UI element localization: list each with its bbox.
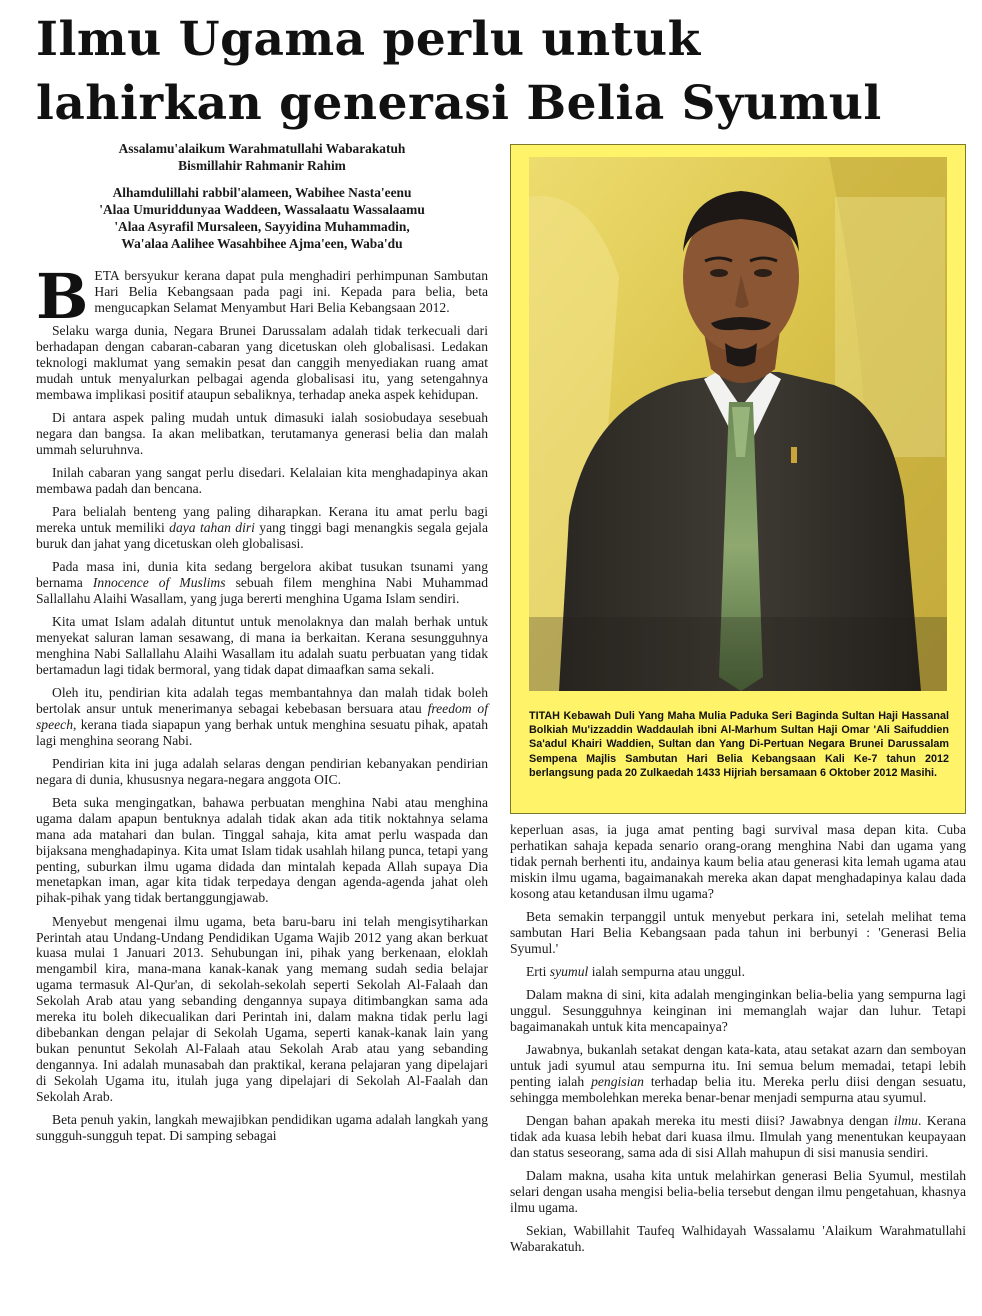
italic-phrase: pengisian bbox=[591, 1073, 644, 1089]
paragraph-text: sebuah filem menghina Nabi Muhammad Sallallahu Alaihi Wasallam, yang juga bererti menghina Ugama Islam sendiri. bbox=[36, 574, 489, 606]
body-paragraph: Selaku warga dunia, Negara Brunei Darussalam adalah tidak terkecuali dari berhadapan dengan cabaran-cabaran yang dicetuskan oleh globalisasi. Ledakan teknologi maklumat yang semakin pesat dan canggih menyediakan ruang amat mudah untuk menyalurkan pelbagai agenda globalisasi itu, yang setengahnya membawa implikasi positif ataupun sebaliknya, terhadap aneka aspek kehidupan. bbox=[36, 323, 488, 402]
body-paragraph: Menyebut mengenai ilmu ugama, beta baru-baru ini telah mengisytiharkan Perintah atau Undang-Undang Pendidikan Ugama Wajib 2012 yang akan berkuat kuasa mulai 1 Januari 2013. Sehubungan ini, pihak yang berkenaan, eloklah mengambil kira, mana-mana kanak-kanak yang memang sudah sedia belajar ugama termasuk Al-Qur'an, di sekolah-sekolah seperti Sekolah Al-Falaah dan Sekolah Arab atau yang sebanding dengannya supaya ditimbangkan sama ada mereka itu boleh dikecualikan dari Perintah ini, dalam makna tidak perlu lagi dibebankan dengan pelajar di Sekolah Ugama, seperti kanak-kanak lain yang bukan penuntut Sekolah Al-Falaah atau Sekolah Arab atau yang sebanding dengannya. Ini adalah munasabah dan praktikal, kerana pelajaran yang dipelajari di Sekolah Ugama itu, itulah juga yang dipelajari di Sekolah Al-Faalah dan Sekolah Arab. bbox=[36, 913, 488, 1104]
paragraph-text: ialah sempurna atau unggul. bbox=[588, 963, 745, 979]
body-paragraph: Inilah cabaran yang sangat perlu disedari. Kelalaian kita menghadapinya akan membawa padah dan bencana. bbox=[36, 464, 488, 496]
body-paragraph bbox=[510, 1113, 966, 1161]
photo-box bbox=[510, 144, 966, 814]
body-paragraph: Dalam makna di sini, kita adalah menginginkan belia-belia yang sempurna lagi unggul. Sesungguhnya keinginan ini memanglah wajar dan luhur. Tetapi bagaimanakah untuk kita mencapainya? bbox=[510, 987, 966, 1034]
opening-paragraph bbox=[36, 260, 488, 333]
paragraph-text: Erti bbox=[526, 963, 550, 979]
paragraph-text: Jawabnya, bukanlah setakat dengan kata-kata, atau setakat azarn dan semboyan untuk jadi syumul atau sempurna itu. Ini semua belum memadai, tetapi lebih penting ialah bbox=[510, 1042, 966, 1089]
greeting-line: Alhamdulillahi rabbil'alameen, Wabihee Nasta'eenu bbox=[112, 185, 412, 200]
body-paragraph bbox=[36, 685, 488, 749]
continuation-paragraph: keperluan asas, ia juga amat penting bagi survival masa depan kita. Cuba perhatikan sahaja kepada senario orang-orang menghina Nabi dan ugama yang tidak pernah berhenti itu, andainya kaum belia atau generasi kita lemah ugama atau miskin ilmu ugama, bagaimanakah mereka akan dapat menghadapinya kalau dada kosong atau ketandusan ilmu ugama? bbox=[510, 822, 966, 901]
greeting-line: Wa'alaa Aalihee Wasahbihee Ajma'een, Waba'du bbox=[121, 236, 403, 251]
headline-line: lahirkan generasi Belia Syumul bbox=[36, 76, 882, 131]
dropcap: B bbox=[36, 260, 89, 333]
italic-phrase: ilmu bbox=[893, 1112, 918, 1128]
body-paragraph: Kita umat Islam adalah dituntut untuk menolaknya dan malah berhak untuk menyekat saluran laman sesawang, di mana ia berkaitan. Kerana sesungguhnya menghina Nabi Sallallahu Alaihi Wasallam itu adalah suatu perbuatan yang tidak bertamadun lagi tidak bermoral, yang tidak dapat dimaafkan sama sekali. bbox=[36, 614, 488, 677]
body-paragraph: Beta suka mengingatkan, bahawa perbuatan menghina Nabi atau menghina ugama dalam apapun bentuknya adalah tidak akan ada titik noktahnya selama mana ada matahari dan bulan. Tinggal sahaja, kita amat perlu waspada dan bijaksana menghadapinya. Kita umat Islam tidak usahlah hilang punca, tetapi yang penting, suburkan ilmu ugama didada dan mintalah kepada Allah supaya Dia menetapkan iman, agar kita tidak terpedaya dengan agenda-agenda jahat oleh pihak-pihak yang tidak bertanggungjawab. bbox=[36, 794, 488, 906]
greeting-line: 'Alaa Asyrafil Mursaleen, Sayyidina Muhammadin, bbox=[114, 219, 410, 234]
right-text-column bbox=[510, 822, 966, 1262]
greeting-line: Bismillahir Rahmanir Rahim bbox=[178, 158, 346, 173]
body-paragraph: Beta penuh yakin, langkah mewajibkan pendidikan ugama adalah langkah yang sungguh-sungguh tepat. Di samping sebagai bbox=[36, 1111, 488, 1143]
greeting-line: Assalamu'alaikum Warahmatullahi Wabarakatuh bbox=[118, 141, 406, 156]
body-paragraph bbox=[36, 559, 488, 607]
body-paragraph bbox=[510, 1042, 966, 1106]
photo-illustration bbox=[529, 157, 947, 691]
paragraph-text: yang tinggi bagi menangkis segala gejala buruk dan jahat yang dicetuskan oleh globalisasi. bbox=[36, 519, 488, 551]
body-paragraph bbox=[510, 964, 966, 980]
paragraph-text: , kerana tiada siapapun yang berhak untuk menghina sesuatu pihak, apatah lagi menghina seorang Nabi. bbox=[36, 716, 488, 748]
photo-caption: TITAH Kebawah Duli Yang Maha Mulia Paduka Seri Baginda Sultan Haji Hassanal Bolkiah Mu'izzaddin Waddaulah ibni Al-Marhum Sultan Haji Omar 'Ali Saifuddien Sa'adul Khairi Waddien, Sultan dan Yang Di-Pertuan Negara Brunei Darussalam Sempena Majlis Sambutan Hari Belia Kebangsaan Kali Ke-7 tahun 2012 berlangsung pada 20 Zulkaedah 1433 Hijriah bersamaan 6 Oktober 2012 Masihi. bbox=[529, 710, 949, 779]
headline-line: Ilmu Ugama perlu untuk bbox=[36, 12, 701, 67]
body-paragraph: Di antara aspek paling mudah untuk dimasuki ialah sosiobudaya sesebuah negara dan bangsa. Ia akan melibatkan, terutamanya generasi belia dan malah ummah seluruhnva. bbox=[36, 409, 488, 457]
paragraph-text: terhadap belia itu. Mereka perlu diisi dengan sesuatu, sehingga membolehkan mereka benar-benar menjadi sempurna atau syumul. bbox=[510, 1073, 966, 1105]
italic-phrase: Innocence of Muslims bbox=[92, 574, 226, 590]
italic-phrase: freedom of speech bbox=[36, 700, 488, 732]
body-paragraph: Dalam makna, usaha kita untuk melahirkan generasi Belia Syumul, mestilah selari dengan usaha mengisi belia-belia tersebut dengan ilmu pengetahuan, khasnya ilmu ugama. bbox=[510, 1168, 966, 1215]
italic-phrase: daya tahan diri bbox=[169, 519, 255, 535]
sultan-photo bbox=[529, 157, 947, 691]
body-paragraph: Pendirian kita ini juga adalah selaras dengan pendirian kebanyakan pendirian negara di dunia, khususnya negara-negara anggota OIC. bbox=[36, 755, 488, 787]
paragraph-text: Para belialah benteng yang paling diharapkan. Kerana itu amat perlu bagi mereka untuk memiliki bbox=[36, 503, 488, 535]
paragraph-text: Oleh itu, pendirian kita adalah tegas membantahnya dan malah tidak boleh bertolak ansur untuk menerimanya sebagai kebebasan bersuara atau bbox=[36, 684, 488, 716]
italic-phrase: syumul bbox=[549, 963, 589, 979]
left-text-column bbox=[36, 260, 489, 1151]
body-paragraph: Sekian, Wabillahit Taufeq Walhidayah Wassalamu 'Alaikum Warahmatullahi Wabarakatuh. bbox=[510, 1223, 966, 1254]
headline bbox=[36, 8, 966, 136]
paragraph-text: Pada masa ini, dunia kita sedang bergelora akibat tusukan tsunami yang bernama bbox=[36, 558, 488, 590]
body-paragraph: Beta semakin terpanggil untuk menyebut perkara ini, setelah melihat tema sambutan Hari Belia Kebangsaan pada tahun ini berbunyi : 'Generasi Belia Syumul.' bbox=[510, 908, 966, 956]
paragraph-text: . Kerana tidak ada kuasa lebih hebat dari kuasa ilmu. Ilmulah yang menentukan keupayaan dan status seseorang, sama ada di sisi Allah mahupun di sisi manusia sendiri. bbox=[510, 1112, 966, 1160]
body-paragraph bbox=[36, 504, 488, 552]
paragraph-text: Dengan bahan apakah mereka itu mesti diisi? Jawabnya dengan bbox=[526, 1112, 894, 1128]
greeting-line: 'Alaa Umuriddunyaa Waddeen, Wassalaatu Wassalaamu bbox=[99, 202, 425, 217]
opening-text: ETA bersyukur kerana dapat pula menghadiri perhimpunan Sambutan Hari Belia Kebangsaan pada pagi ini. Kepada para belia, beta mengucapkan Selamat Menyambut Hari Belia Kebangsaan 2012. bbox=[94, 268, 488, 315]
greeting-block bbox=[36, 140, 488, 252]
